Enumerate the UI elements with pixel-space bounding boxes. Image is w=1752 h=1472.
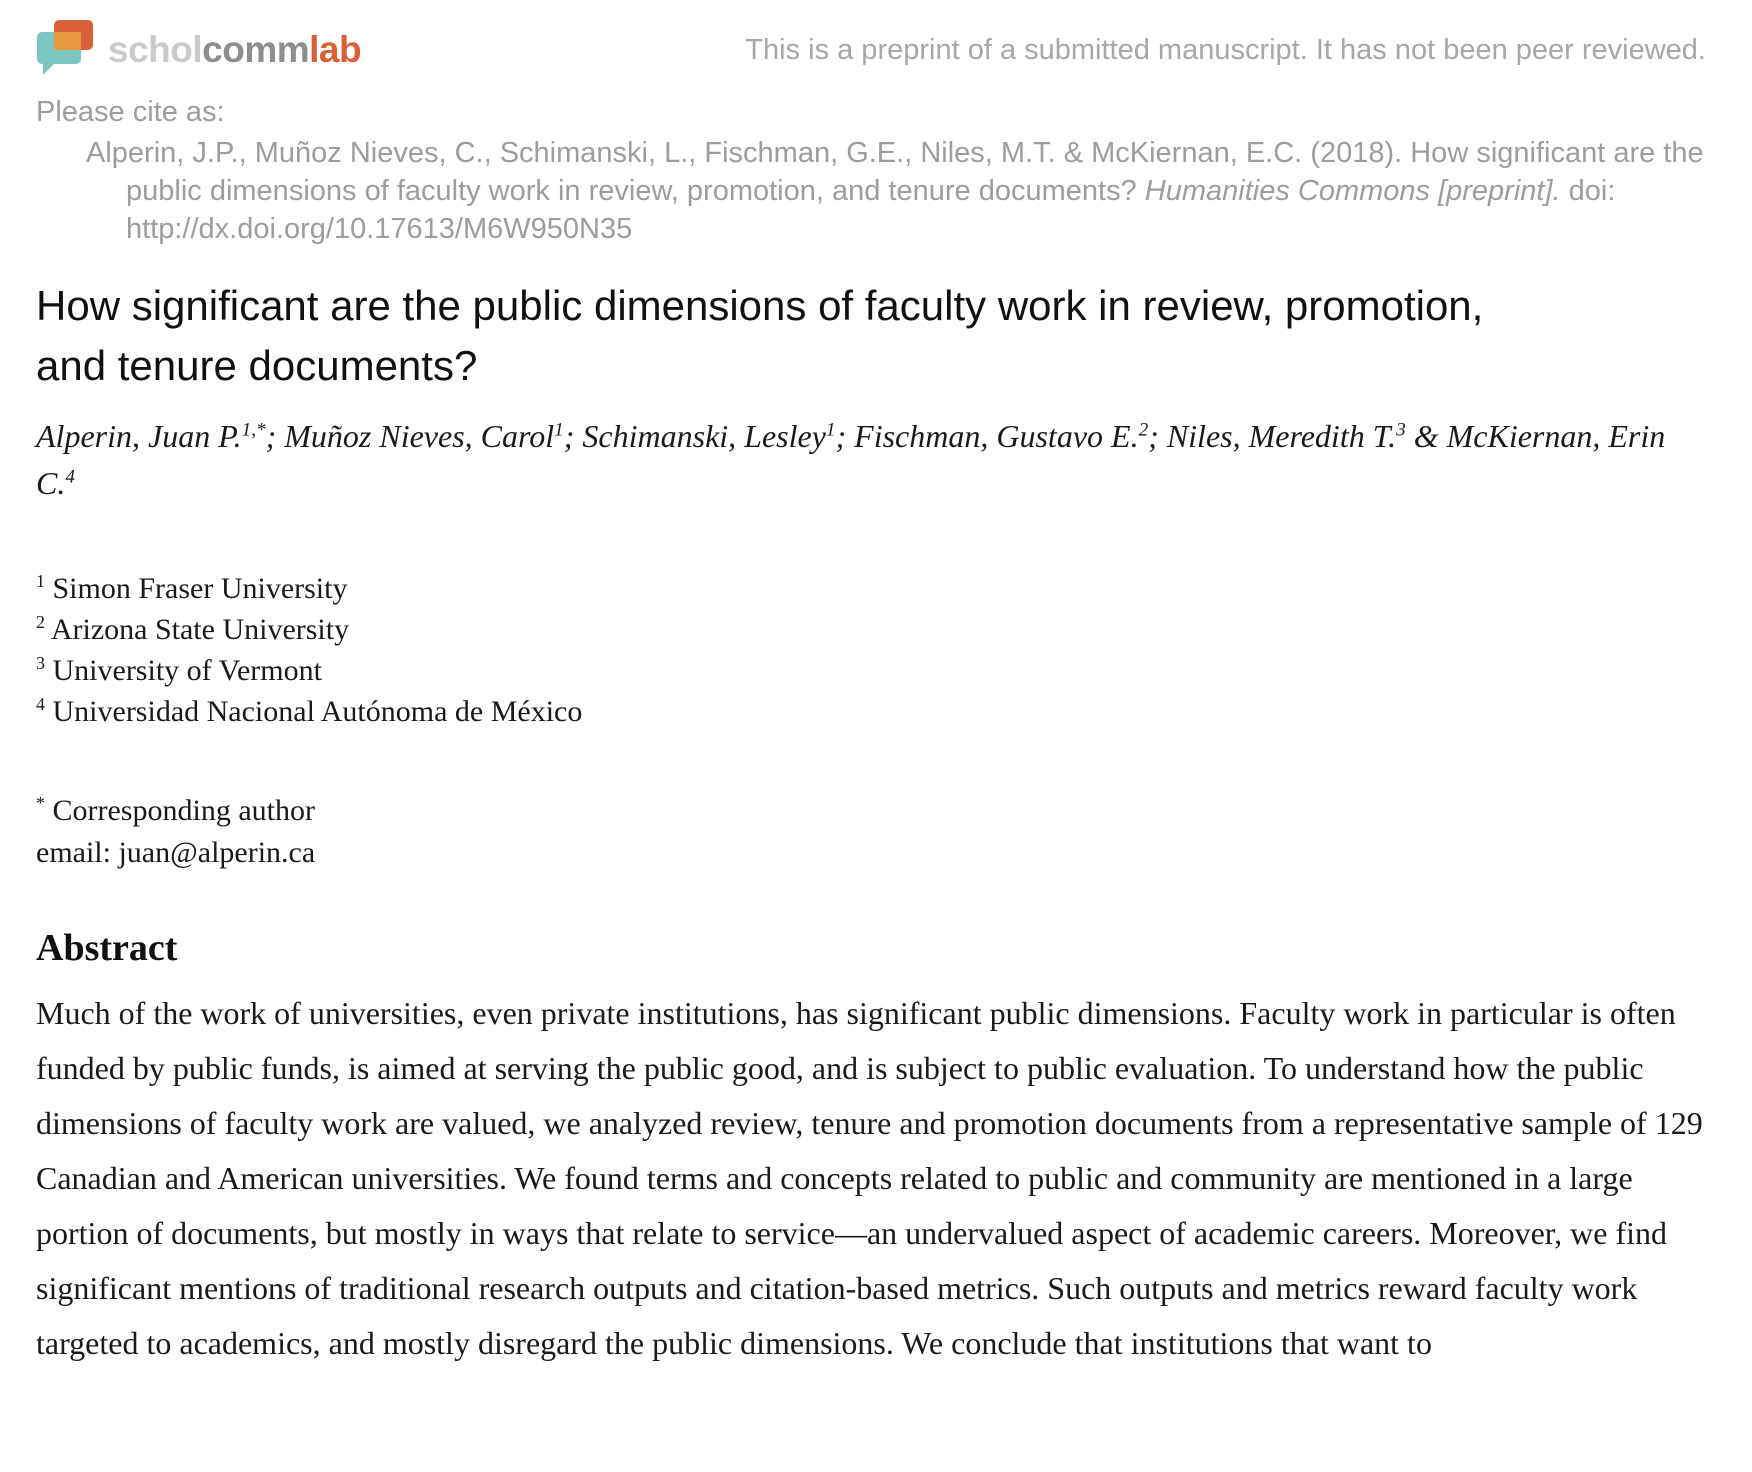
abstract-heading: Abstract: [36, 927, 178, 970]
logo-wordmark: [108, 27, 361, 68]
email-line: email: juan@alperin.ca: [36, 836, 316, 870]
citation-journal-italic: Humanities Commons [preprint].: [1144, 175, 1561, 207]
author-affiliation-sup: 3: [1396, 419, 1406, 441]
corresponding-author-note: [36, 790, 1706, 832]
author-affiliation-sup: 1: [554, 419, 564, 441]
corresponding-asterisk: *: [36, 793, 45, 814]
affiliation-line: $^3$ University of Vermont: [36, 653, 322, 688]
affiliation-sup: 2: [36, 612, 45, 633]
author-affiliation-sup: 1,*: [241, 419, 266, 441]
cite-label: Please cite as:: [36, 96, 225, 128]
author-affiliation-sup: 4: [65, 465, 75, 487]
citation-text: [36, 134, 1706, 248]
author-list: Alperin, Juan P.$^{1,*}$; Muñoz Nieves, Carol$^1$; Schimanski, Lesley$^1$; Fischman, Gustavo E.$^2$; Niles, Meredith T.$^3$ & McKiernan, Erin C.$^4$: [36, 418, 1666, 501]
affiliation-sup: 3: [36, 653, 45, 674]
affiliation-list: [36, 568, 1706, 732]
logo-wordmark-lab: lab: [309, 28, 362, 70]
abstract-text: Much of the work of universities, even private institutions, has significant public dimensions. Faculty work in particular is often funded by public funds, is aimed at serving the public good, and is subject to public evaluation. To understand how the public dimensions of faculty work are valued, we analyzed review, tenure and promotion documents from a representative sample of 129 Canadian and American universities. We found terms and concepts related to public and community are mentioned in a large portion of documents, but mostly in ways that relate to service—an undervalued aspect of academic careers. Moreover, we find significant mentions of traditional research outputs and citation-based metrics. Such outputs and metrics reward faculty work targeted to academics, and mostly disregard the public dimensions. We conclude that institutions that want to: [36, 994, 1703, 1361]
speech-bubbles-icon: [36, 18, 94, 76]
corresponding-label: Corresponding author: [52, 794, 315, 828]
logo-wordmark-comm: comm: [202, 28, 310, 70]
header: [36, 18, 1706, 76]
author-affiliation-sup: 1: [825, 419, 836, 441]
citation-part-1: Alperin, J.P., Muñoz Nieves, C., Schimanski, L., Fischman, G.E., Niles, M.T. & McKiernan, E.C. (2018). How significant are the public dimensions of faculty work in review, promotion, and tenure documents?: [86, 137, 1704, 207]
affiliation-line: $^1$ Simon Fraser University: [36, 571, 348, 606]
scholcommlab-logo: [36, 18, 361, 76]
citation-doi: doi: http://dx.doi.org/10.17613/M6W950N35: [126, 175, 1616, 245]
paper-title: How significant are the public dimensions of faculty work in review, promotion, and tenure documents?: [36, 282, 1484, 389]
affiliation-line: $^2$ Arizona State University: [36, 612, 350, 647]
affiliation-line: $^4$ Universidad Nacional Autónoma de México: [36, 694, 583, 729]
affiliation-sup: 1: [36, 571, 45, 592]
amber-overlap: [54, 32, 81, 50]
affiliation-sup: 4: [36, 694, 45, 715]
author-affiliation-sup: 2: [1138, 419, 1149, 441]
preprint-notice: This is a preprint of a submitted manuscript. It has not been peer reviewed.: [745, 33, 1706, 66]
logo-wordmark-schol: schol: [108, 28, 203, 70]
